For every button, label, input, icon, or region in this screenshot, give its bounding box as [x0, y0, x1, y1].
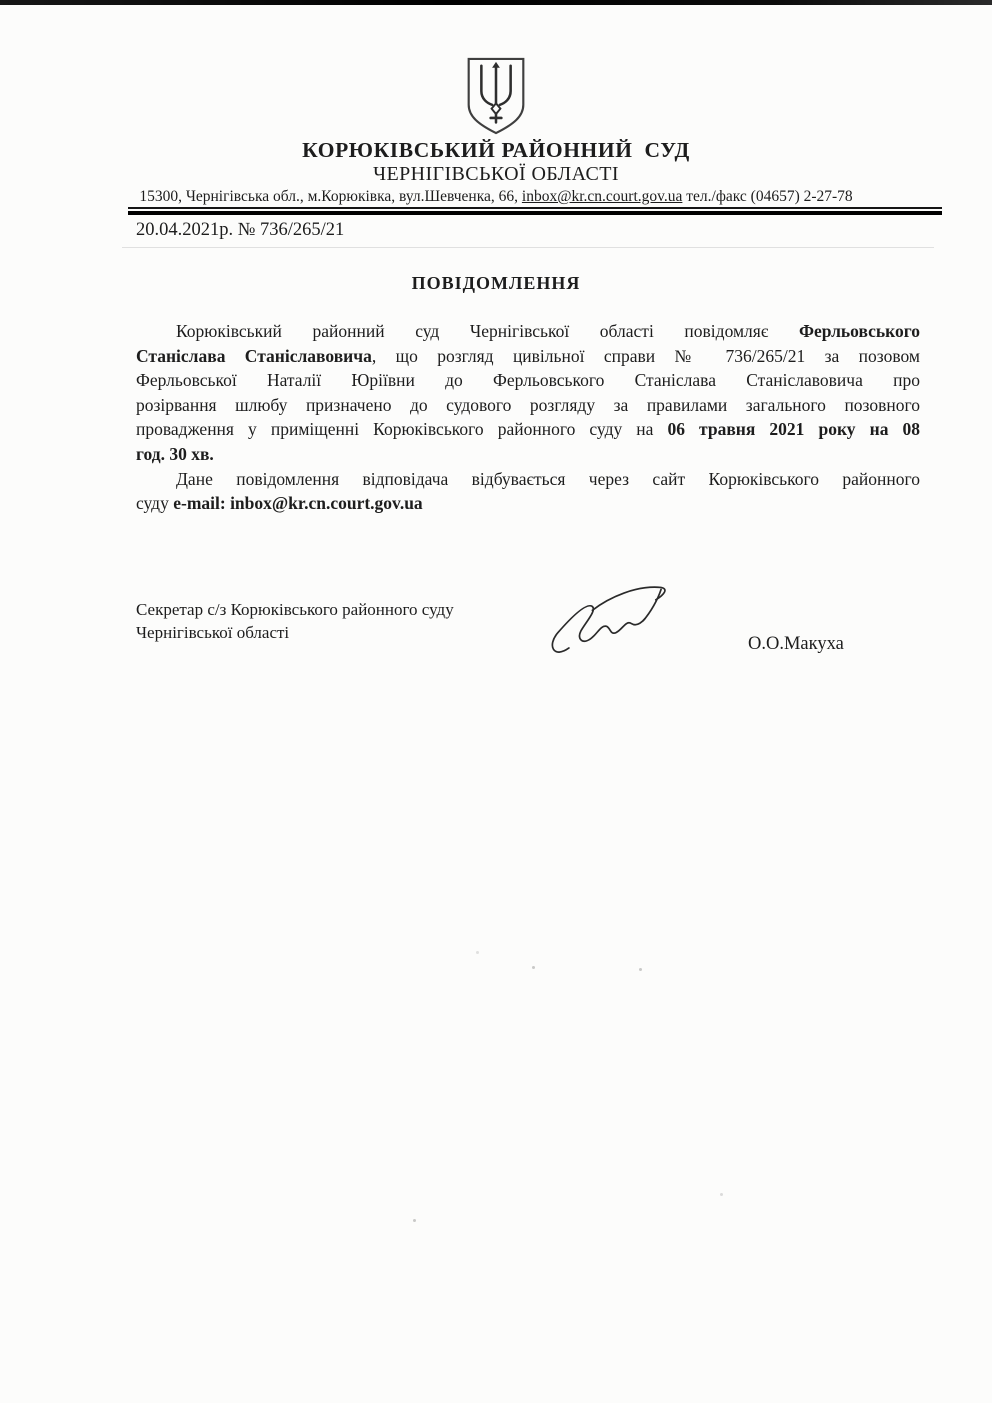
scan-speck: [720, 1193, 723, 1196]
scan-speck: [413, 1219, 416, 1222]
court-email: inbox@kr.cn.court.gov.ua: [521, 188, 683, 205]
body-text: Корюківський районний суд Чернігівської області повідомляє: [176, 321, 769, 341]
header-rule-thin: [128, 207, 942, 209]
document-body: [136, 319, 920, 516]
scan-speck: [639, 968, 642, 971]
body-line: [136, 344, 920, 369]
ukraine-trident-emblem-icon: [462, 56, 530, 136]
body-line: розірвання шлюбу призначено до судового розгляду за правилами загального позовного: [136, 394, 920, 415]
body-line: [136, 491, 920, 516]
body-line: Дане повідомлення відповідача відбувається через сайт Корюківського районного: [176, 468, 920, 489]
body-line: Ферльовської Наталії Юріївни до Ферльовського Станіслава Станіславовича про: [136, 370, 920, 391]
signatory-role: [136, 598, 454, 645]
court-email-bold: e-mail: inbox@kr.cn.court.gov.ua: [173, 493, 423, 514]
signatory-role-line: Чернігівської області: [136, 623, 290, 643]
body-text: суду: [136, 493, 169, 514]
paragraph-1: [136, 319, 920, 467]
hearing-time-bold: год. 30 хв.: [136, 443, 214, 464]
phone-fax-text: тел./факс (04657) 2-27-78: [682, 188, 853, 205]
signatory-name: О.О.Макуха: [748, 633, 844, 654]
document-title: ПОВІДОМЛЕННЯ: [411, 273, 581, 293]
court-name: КОРЮКІВСЬКИЙ РАЙОННИЙ СУД: [302, 138, 690, 162]
body-line: [136, 417, 920, 442]
body-line: [136, 442, 920, 467]
faint-scan-line: [122, 247, 934, 248]
body-line: [136, 319, 920, 344]
court-region: ЧЕРНІГІВСЬКОЇ ОБЛАСТІ: [373, 163, 619, 185]
body-text: , що розгляд цивільної справи № 736/265/21 за позовом: [371, 345, 920, 366]
respondent-name-bold: Ферльовського: [798, 321, 921, 341]
respondent-name-bold: Станіслава Станіславовича: [136, 345, 372, 366]
scan-edge-artifact: [0, 0, 992, 5]
address-text: 15300, Чернігівська обл., м.Корюківка, вул.Шевченка, 66,: [139, 188, 522, 205]
scan-speck: [476, 951, 479, 954]
signature-block: [0, 588, 992, 718]
signatory-role-line: Секретар с/з Корюківського районного суду: [136, 599, 454, 619]
hearing-date-bold: 06 травня 2021 року на 08: [667, 419, 921, 440]
header-rule-thick: [128, 211, 942, 215]
date-and-case-number: 20.04.2021р. № 736/265/21: [136, 220, 345, 240]
scan-speck: [532, 966, 535, 969]
body-text: провадження у приміщенні Корюківського районного суду на: [136, 419, 654, 440]
address-line: [0, 187, 992, 206]
paragraph-2: [136, 467, 920, 516]
handwritten-signature: [543, 576, 693, 661]
